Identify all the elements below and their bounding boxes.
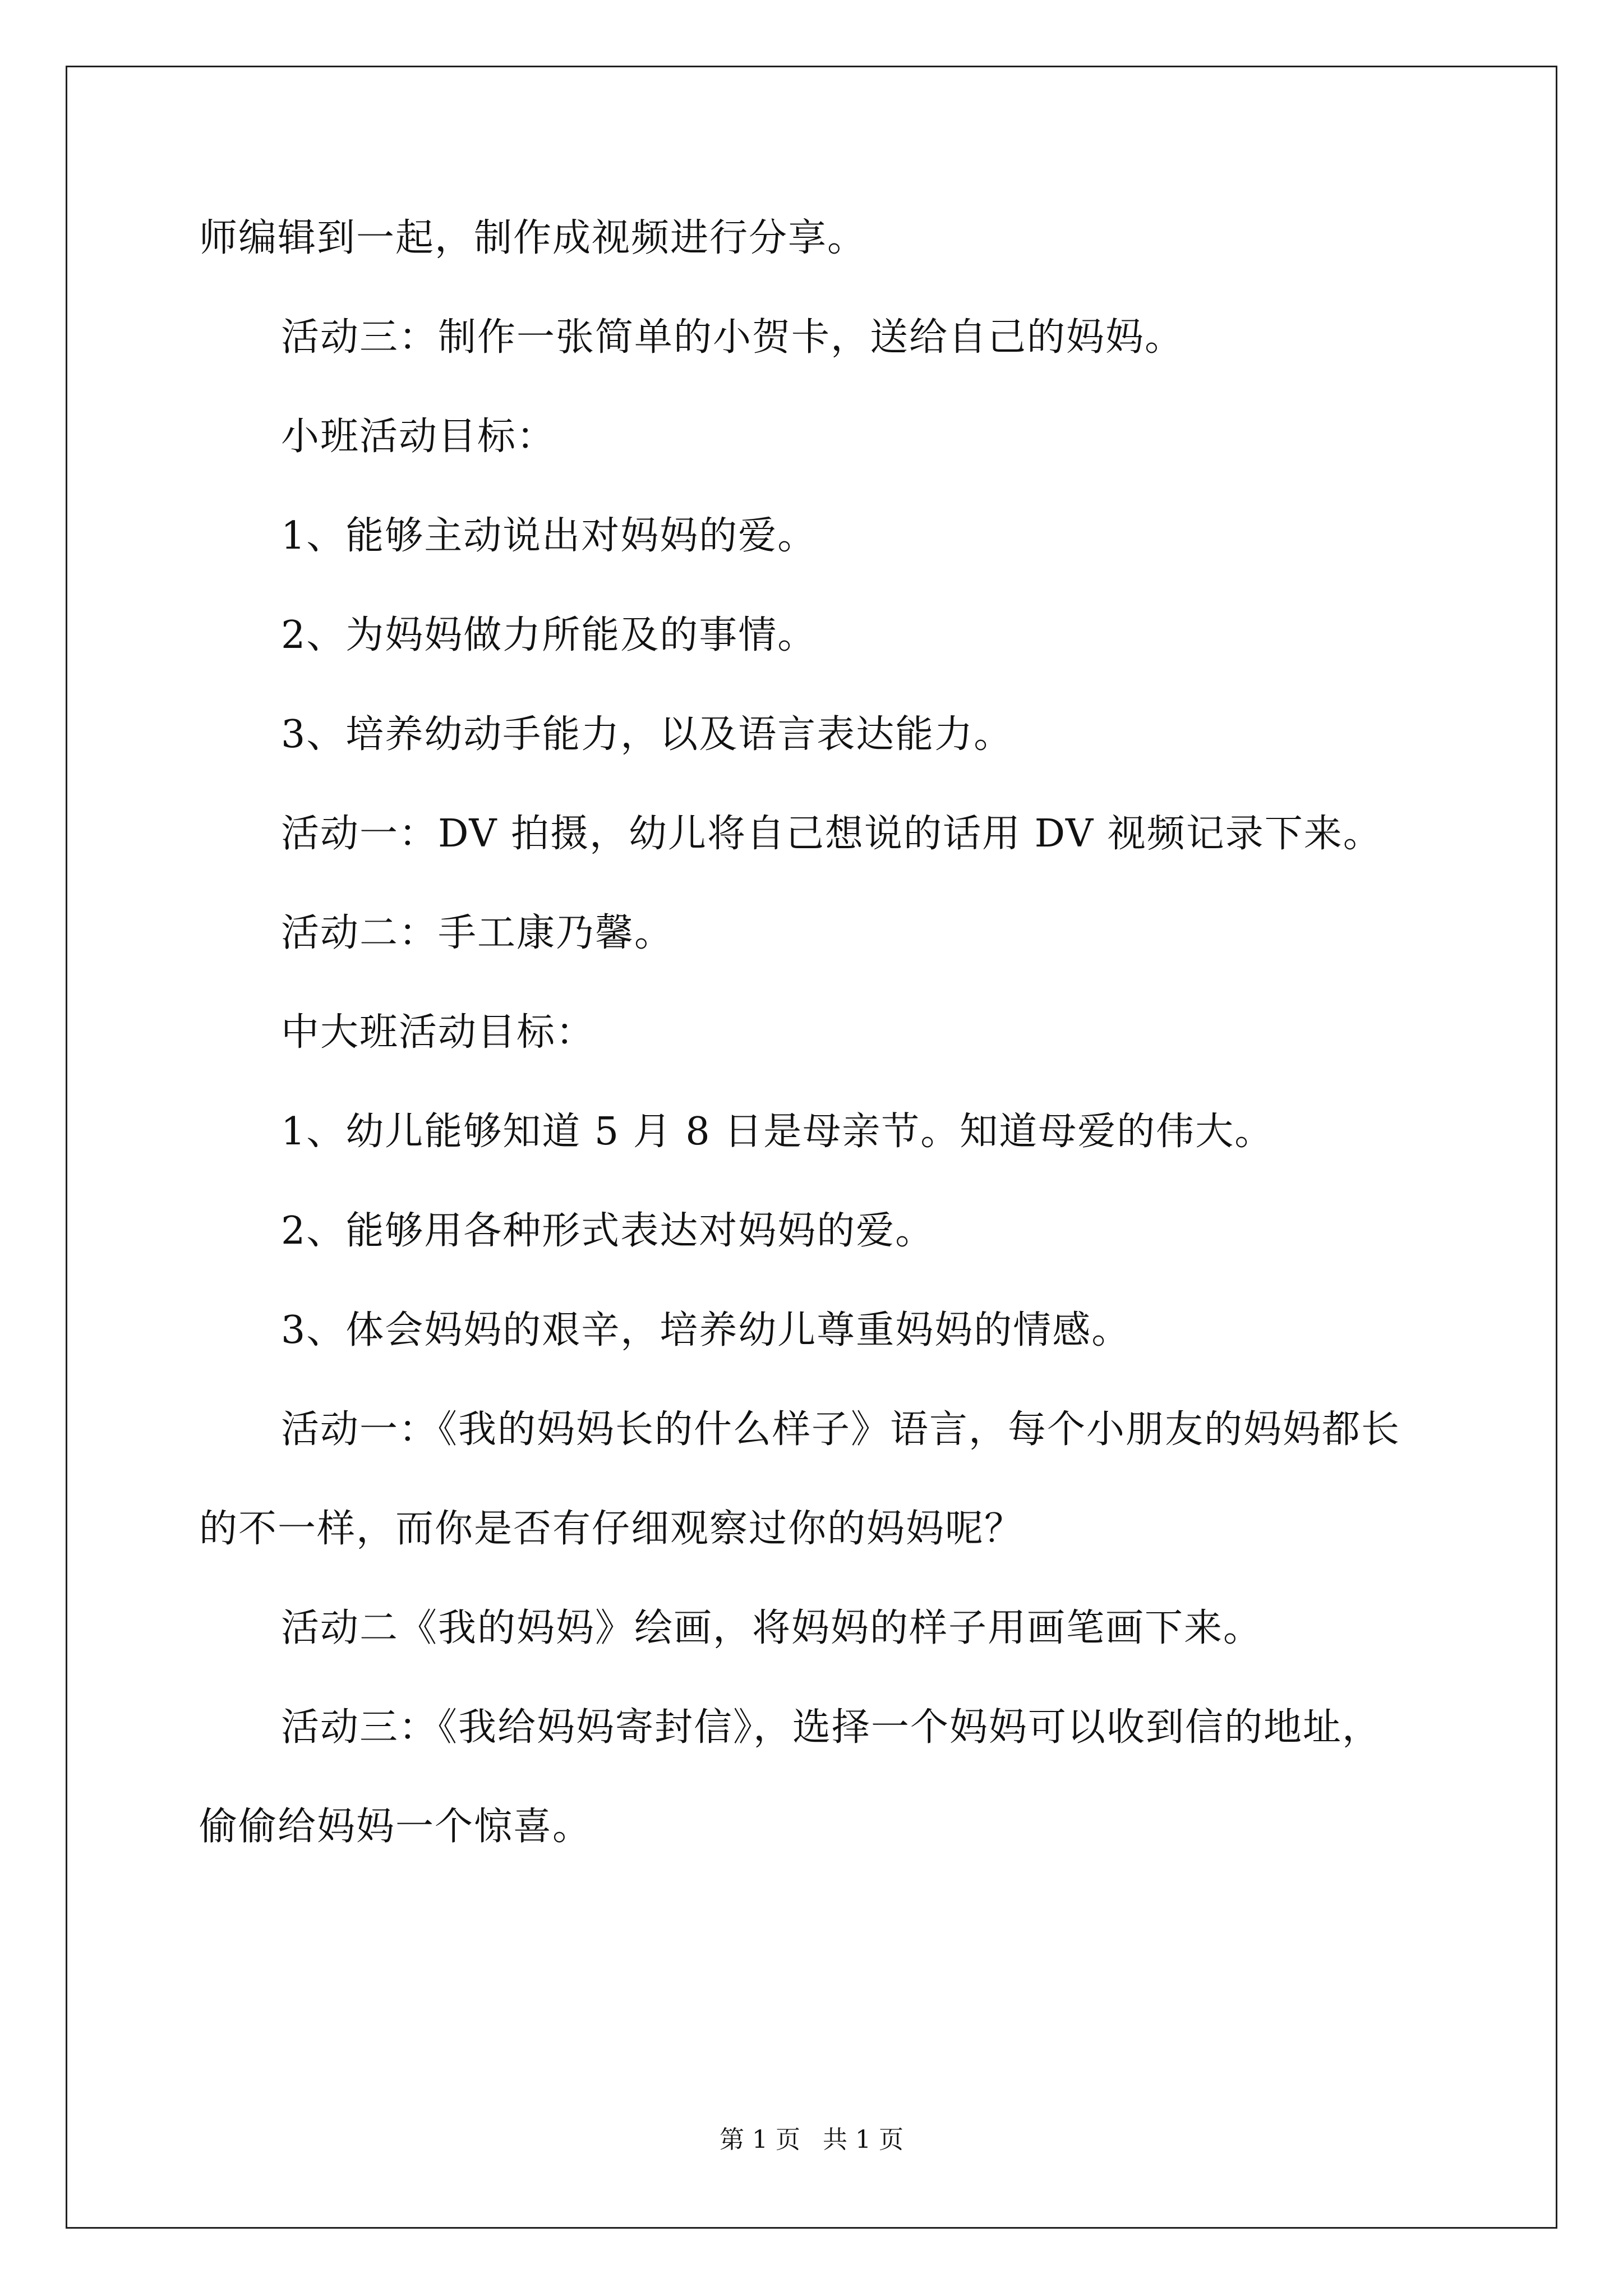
paragraph-line: 活动一：《我的妈妈长的什么样子》语言，每个小朋友的妈妈都长	[281, 1407, 1401, 1452]
paragraph-line: 师编辑到一起，制作成视频进行分享。	[199, 216, 867, 260]
list-item: 2、能够用各种形式表达对妈妈的爱。	[281, 1209, 935, 1253]
list-item: 1、幼儿能够知道 5 月 8 日是母亲节。知道母爱的伟大。	[281, 1110, 1274, 1154]
list-item: 3、体会妈妈的艰辛，培养幼儿尊重妈妈的情感。	[281, 1308, 1131, 1352]
list-item: 3、培养幼动手能力，以及语言表达能力。	[281, 712, 1013, 757]
page-number: 第 1 页	[720, 2125, 800, 2154]
page-footer	[0, 2123, 1623, 2157]
list-item: 1、能够主动说出对妈妈的爱。	[281, 514, 817, 558]
paragraph-line: 偷偷给妈妈一个惊喜。	[199, 1805, 592, 1849]
page-total: 共 1 页	[823, 2125, 903, 2154]
paragraph-line: 活动一：DV 拍摄，幼儿将自己想说的话用 DV 视频记录下来。	[281, 812, 1382, 856]
paragraph-line: 活动三：制作一张简单的小贺卡，送给自己的妈妈。	[281, 315, 1184, 360]
section-heading: 中大班活动目标：	[281, 1010, 596, 1055]
list-item: 2、为妈妈做力所能及的事情。	[281, 613, 817, 657]
paragraph-line: 的不一样，而你是否有仔细观察过你的妈妈呢？	[199, 1507, 1024, 1551]
paragraph-line: 活动二《我的妈妈》绘画，将妈妈的样子用画笔画下来。	[281, 1606, 1263, 1650]
paragraph-line: 活动三：《我给妈妈寄封信》，选择一个妈妈可以收到信的地址，	[281, 1705, 1382, 1750]
paragraph-line: 活动二：手工康乃馨。	[281, 911, 674, 955]
section-heading: 小班活动目标：	[281, 415, 556, 459]
